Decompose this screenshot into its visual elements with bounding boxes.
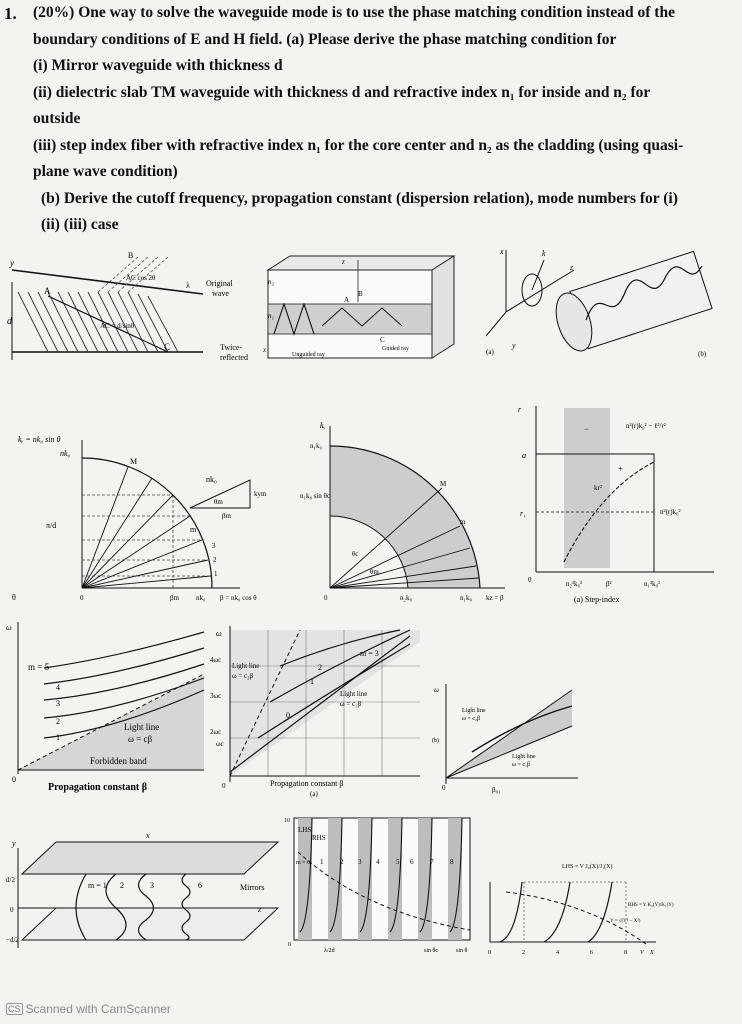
fig1-mid-eq: AC = d/sinθ — [100, 322, 135, 330]
fig7-m4: 4 — [56, 683, 60, 692]
fig6-r: r — [518, 405, 522, 414]
figure-dispersion-grid — [210, 622, 426, 798]
fig9-zero: 0 — [442, 784, 446, 792]
fig9-w: ω — [434, 686, 439, 694]
fig4-ylabel: kᵧ = nk₀ sin θ — [18, 435, 61, 444]
fig7-xlabel: Propagation constant β — [48, 782, 147, 793]
fig10-d2: d/2 — [6, 876, 15, 884]
question-line-9: (ii) (iii) case — [41, 216, 119, 233]
fig6-plus: + — [618, 464, 624, 474]
fig6-caption: (a) Step-index — [574, 595, 620, 604]
fig5-n2k0: n₁k₀ sin θc — [300, 492, 331, 500]
fig3-label-b: (b) — [698, 350, 707, 358]
fig5-ky: kᵧ — [320, 421, 326, 430]
fig11-n6: 6 — [410, 858, 414, 866]
fig11-xl3: sin θ — [456, 948, 468, 954]
fig6-r1: r₁ — [520, 509, 526, 518]
fig10-zero: 0 — [10, 906, 14, 914]
fig9-ll2: Light line — [512, 754, 536, 760]
fig9-cap: (b) — [432, 738, 439, 744]
question-line-6: (iii) step index fiber with refractive index n₁ for the core center and n₂ as the cladding (using quasi- — [33, 137, 684, 154]
fig1-label-wave: wave — [212, 289, 229, 298]
fig6-minus: − — [584, 424, 590, 434]
question-number: 1. — [4, 4, 17, 23]
figure-dispersion-fiber — [432, 680, 582, 796]
figure-mirror-ray-diagram — [8, 252, 258, 372]
fig7-m1: 1 — [56, 733, 60, 742]
camscanner-badge: CS — [8, 1004, 21, 1014]
fig8-xlabel: Propagation constant β — [270, 779, 344, 788]
fig9-beta: β₀₁ — [492, 786, 501, 794]
fig10-mirrors: Mirrors — [240, 883, 265, 892]
fig11-m0: m = 0 — [296, 860, 311, 866]
fig2-z: z — [342, 258, 345, 266]
figure-step-index — [514, 402, 738, 612]
fig11-xl2: sin θc — [424, 948, 439, 954]
fig7-zero: 0 — [12, 775, 16, 784]
fig4-n1: 1 — [214, 570, 218, 578]
fig11-xl1: λ/2d — [324, 948, 335, 954]
figure-mode-circle — [10, 420, 290, 610]
fig4-tri-kym: kym — [254, 490, 267, 498]
fig6-kr: kr² — [594, 484, 602, 492]
fig5-M: M — [440, 480, 447, 488]
fig2-c: C — [380, 336, 385, 344]
fig12-yeq: Y = √(V² − X²) — [610, 919, 641, 924]
camscanner-watermark — [6, 1002, 171, 1016]
question-line-8: (b) Derive the cutoff frequency, propagation constant (dispersion relation), mode numbers for (i) — [41, 190, 678, 207]
fig5-zero: 0 — [324, 594, 328, 602]
fig7-light-eq: ω = cβ — [128, 734, 153, 744]
fig12-lhs: LHS = V J₀(X)/J₁(X) — [562, 864, 613, 870]
fig4-tri-nk0: nk₀ — [206, 475, 217, 484]
fig8-ll2eq: ω = c₁β — [340, 700, 362, 708]
fig8-w: ω — [216, 629, 222, 638]
fig5-thm: θm — [370, 568, 379, 576]
fig2-a: A — [344, 296, 350, 304]
fig8-y4: 4ωc — [210, 656, 222, 664]
fig7-forbidden: Forbidden band — [90, 756, 147, 766]
fig10-m6: 6 — [198, 881, 202, 890]
camscanner-text: Scanned with CamScanner — [25, 1002, 171, 1016]
fig9-ll1: Light line — [462, 708, 486, 714]
fig6-x1: n₂²k₀² — [566, 580, 583, 588]
question-line-1: (20%) One way to solve the waveguide mode is to use the phase matching condition instead of the — [33, 4, 675, 21]
figure-fiber-coordinates — [466, 240, 736, 370]
figure-graphical-solution-fiber — [486, 852, 674, 964]
fig8-ll2: Light line — [340, 690, 368, 698]
fig11-n4: 4 — [376, 858, 380, 866]
fig8-y3: 3ωc — [210, 692, 222, 700]
fig6-zero: 0 — [528, 576, 532, 584]
fig5-n1k0: n₁k₀ — [310, 442, 322, 450]
fig9-ll1eq: ω = c₂β — [462, 716, 481, 722]
fig5-kz: kz = β — [486, 594, 504, 602]
fig2-n1: n₁ — [268, 312, 274, 320]
question-line-5: outside — [33, 110, 81, 127]
fig12-t4: 4 — [556, 950, 559, 956]
fig4-x-beta: βm — [170, 594, 180, 602]
fig8-y2: 2ωc — [210, 728, 222, 736]
figure-mirror-modes — [6, 828, 282, 954]
fig1-b: B — [128, 251, 134, 260]
fig10-m1: m = 1 — [88, 881, 107, 890]
fig1-label-original: Original — [206, 279, 233, 288]
fig11-rhs: RHS — [312, 834, 326, 842]
fig3-z: z — [570, 263, 574, 272]
fig4-n2: 2 — [213, 556, 217, 564]
fig7-m5: m = 5 — [28, 662, 50, 672]
fig8-m0: 0 — [286, 711, 290, 720]
fig9-ll2eq: ω = c₁β — [512, 762, 531, 768]
fig11-n7: 7 — [430, 858, 434, 866]
fig1-d: d — [7, 316, 12, 327]
fig2-unguided: Unguided ray — [292, 352, 325, 358]
figure-critical-angle — [300, 416, 510, 610]
fig10-m2: 2 — [120, 881, 124, 890]
fig4-x-eq: β = nk₀ cos θ — [220, 594, 257, 602]
fig12-t0: 0 — [488, 950, 491, 956]
fig7-m3: 3 — [56, 699, 60, 708]
fig4-x-nk0: nk₀ — [196, 594, 206, 602]
fig5-m: m — [460, 518, 466, 526]
question-line-4: (ii) dielectric slab TM waveguide with thickness d and refractive index n₁ for inside and n₂ for — [33, 84, 651, 101]
fig8-zero: 0 — [222, 782, 226, 790]
fig4-tri-theta: θm — [214, 498, 223, 506]
question-line-7: plane wave condition) — [33, 163, 178, 180]
fig7-m2: 2 — [56, 717, 60, 726]
fig11-n8: 8 — [450, 858, 454, 866]
fig5-thc: θc — [352, 550, 359, 558]
fig10-m3: 3 — [150, 881, 154, 890]
fig4-m: m — [190, 525, 197, 534]
fig12-v: V — [640, 950, 644, 956]
figure-dispersion-mirror — [4, 618, 212, 798]
fig12-t6: 6 — [590, 950, 593, 956]
fig3-label-a: (a) — [486, 348, 494, 356]
fig11-n3: 3 — [358, 858, 362, 866]
fig1-y: y — [10, 258, 14, 268]
fig8-ll1: Light line — [232, 662, 260, 670]
fig2-n2: n₂ — [268, 278, 274, 286]
fig12-t2: 2 — [522, 950, 525, 956]
question-line-2: boundary conditions of E and H field. (a) Please derive the phase matching condition for — [33, 31, 617, 48]
fig2-b: B — [358, 290, 363, 298]
figure-slab-waveguide — [262, 252, 462, 370]
fig1-c: C — [164, 342, 171, 352]
fig5-x1: n₂k₀ — [400, 594, 412, 602]
fig8-cap: (a) — [310, 790, 318, 798]
fig4-zero: 0 — [80, 594, 84, 602]
fig3-y: y — [512, 341, 516, 350]
fig2-guided: Guided ray — [382, 346, 409, 352]
fig4-n3: 3 — [212, 542, 216, 550]
fig4-tri-beta: βm — [222, 512, 232, 520]
fig6-x2: β² — [606, 580, 612, 588]
fig6-x3: n₁²k₀² — [644, 580, 661, 588]
fig10-y: y — [12, 839, 16, 848]
fig11-n2: 2 — [340, 858, 344, 866]
fig11-n1: 1 — [320, 858, 324, 866]
fig6-nrk: n²(r)k₀² — [660, 508, 681, 516]
fig1-label-twice: Twice- — [220, 343, 243, 352]
fig12-rhs: RHS = Y K₀(Y)/K₁(Y) — [628, 903, 674, 908]
fig11-n5: 5 — [396, 858, 400, 866]
fig11-top: 10 — [284, 818, 290, 824]
fig3-k: k — [542, 249, 546, 258]
fig1-lambda: λ — [186, 281, 190, 290]
fig2-x: x — [263, 346, 267, 354]
fig11-lhs: LHS — [298, 826, 312, 834]
fig11-zero: 0 — [288, 942, 291, 948]
fig5-x2: n₁k₀ — [460, 594, 472, 602]
fig8-m3: m = 3 — [360, 649, 379, 658]
fig1-top-eq: AC cos 2θ — [126, 274, 156, 282]
fig4-pi-d: π/d — [46, 521, 57, 530]
fig4-M: M — [130, 457, 138, 466]
fig12-t8: 8 — [624, 950, 627, 956]
fig8-m2: 2 — [318, 663, 322, 672]
fig4-nk0-top: nk₀ — [60, 449, 71, 458]
fig7-light: Light line — [124, 722, 160, 732]
fig3-x: x — [500, 247, 504, 256]
fig8-ll1eq: ω = c₂β — [232, 672, 254, 680]
fig1-label-reflected: reflected — [220, 353, 248, 362]
fig4-theta: θ — [12, 593, 16, 602]
fig10-md2: −d/2 — [6, 936, 19, 944]
question-line-3: (i) Mirror waveguide with thickness d — [33, 57, 283, 74]
figure-graphical-solution-slab — [284, 812, 484, 960]
fig7-w: ω — [6, 623, 12, 632]
fig6-a: a — [522, 451, 526, 460]
fig6-curve-label: n²(r)k₀² − ℓ²/r² — [626, 422, 666, 430]
fig12-x: X — [650, 950, 654, 956]
fig10-z: z — [258, 905, 262, 914]
fig8-m1: 1 — [310, 677, 314, 686]
fig8-y1: ωc — [216, 740, 224, 748]
fig10-x: x — [146, 831, 150, 840]
fig1-a: A — [44, 286, 51, 296]
